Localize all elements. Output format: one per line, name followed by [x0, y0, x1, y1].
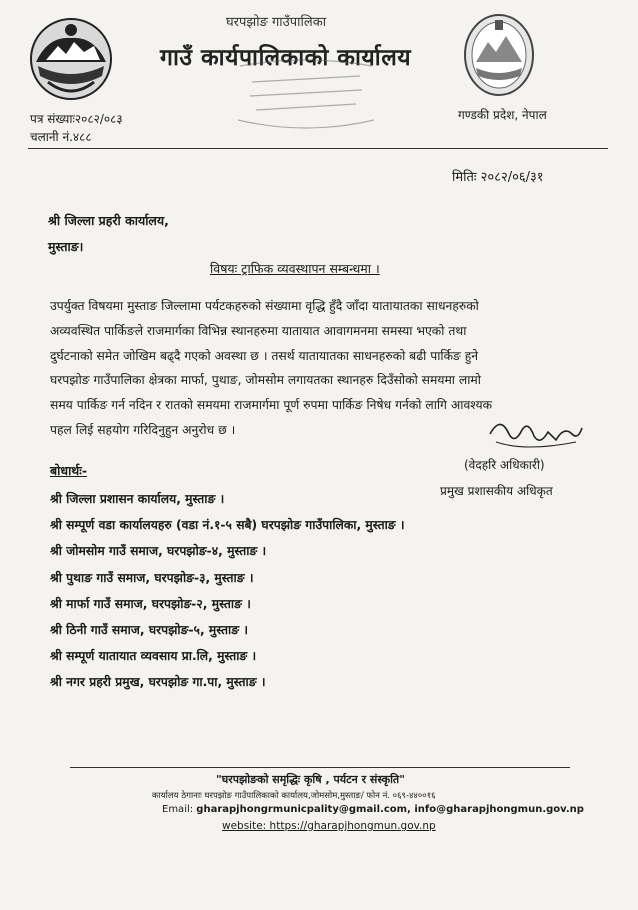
body-line: पहल लिई सहयोग गरिदिनुहुन अनुरोध छ । [50, 422, 236, 437]
footer-slogan: "घरपझोङको समृद्धिः कृषि , पर्यटन र संस्कृति" [216, 773, 405, 786]
list-item: श्री पुथाङ गाउँ समाज, घरपझोङ-३, मुस्ताङ । [50, 570, 254, 585]
recipient-line-2: मुस्ताङ। [48, 239, 84, 254]
letter-number: पत्र संख्याः२०८२/०८३ [30, 112, 123, 126]
handwritten-signature [486, 412, 586, 454]
footer-email [162, 804, 584, 815]
list-item: श्री नगर प्रहरी प्रमुख, घरपझोङ गा.पा, मुस्ताङ । [50, 675, 266, 690]
signatory-title: प्रमुख प्रशासकीय अधिकृत [440, 484, 553, 498]
letter-subject: विषयः ट्राफिक व्यवस्थापन सम्बन्धमा । [210, 261, 380, 276]
list-item: श्री मार्फा गाउँ समाज, घरपझोङ-२, मुस्ताङ । [50, 596, 251, 611]
footer-office-address: कार्यालय ठेगानाः घरपझोङ गाउँपालिकाको कार्यालय,जोमसोम,मुस्ताङ/ फोन नं. ०६९-४४००१६ [152, 791, 436, 801]
footer-divider [70, 767, 570, 768]
email-label: Email: [162, 804, 197, 815]
signatory-name: (वेदहरि अधिकारी) [464, 458, 545, 472]
email-link[interactable]: gharapjhongrmunicpality@gmail.com, info@gharapjhongmun.gov.np [196, 804, 584, 815]
list-item: श्री जोमसोम गाउँ समाज, घरपझोङ-४, मुस्ताङ । [50, 544, 267, 559]
list-item: श्री सम्पूर्ण वडा कार्यालयहरु (वडा नं.१-५ सबै) घरपझोङ गाउँपालिका, मुस्ताङ । [50, 518, 405, 533]
office-title: गाउँ कार्यपालिकाको कार्यालय [160, 45, 412, 71]
header-divider [28, 148, 608, 149]
body-line: घरपझोङ गाउँपालिका क्षेत्रका मार्फा, पुथाङ, जोमसोम लगायतका स्थानहरु दिउँसोको समयमा लामो [50, 373, 481, 388]
recipient-line-1: श्री जिल्ला प्रहरी कार्यालय, [48, 213, 169, 228]
office-stamp [232, 56, 380, 130]
body-line: अव्यवस्थित पार्किङले राजमार्गका विभिन्न स्थानहरुमा यातायात आवागमनमा समस्या भएको तथा [50, 323, 467, 338]
body-line: दुर्घटनाको समेत जोखिम बढ्दै गएको अवस्था छ । तसर्थ यातायातका साधनहरुको बढी पार्किङ हुने [50, 348, 479, 363]
nepal-emblem-logo [28, 16, 114, 102]
list-item: श्री ठिनी गाउँ समाज, घरपझोङ-५, मुस्ताङ । [50, 622, 249, 637]
cc-list [50, 490, 405, 700]
body-line: समय पार्किङ गर्न नदिन र रातको समयमा राजमार्गमा पूर्ण रुपमा पार्किङ निषेध गर्नको लागि आवश्यक [50, 398, 493, 413]
cc-heading: बोधार्थः- [50, 463, 88, 478]
footer-website-link[interactable]: website: https://gharapjhongmun.gov.np [222, 820, 436, 832]
list-item: श्री जिल्ला प्रशासन कार्यालय, मुस्ताङ । [50, 492, 225, 506]
body-line: उपर्युक्त विषयमा मुस्ताङ जिल्लामा पर्यटकहरुको संख्यामा वृद्धि हुँदै जाँदा यातायातका साधनहरुको [50, 299, 479, 313]
dispatch-number: चलानी नं.४८८ [30, 130, 92, 144]
municipality-name: घरपझोङ गाउँपालिका [226, 15, 327, 30]
municipality-logo [462, 12, 536, 98]
province-label: गण्डकी प्रदेश, नेपाल [458, 108, 547, 122]
list-item: श्री सम्पूर्ण यातायात व्यवसाय प्रा.लि, मुस्ताङ । [50, 649, 257, 664]
letter-date: मितिः २०८२/०६/३१ [452, 170, 544, 185]
